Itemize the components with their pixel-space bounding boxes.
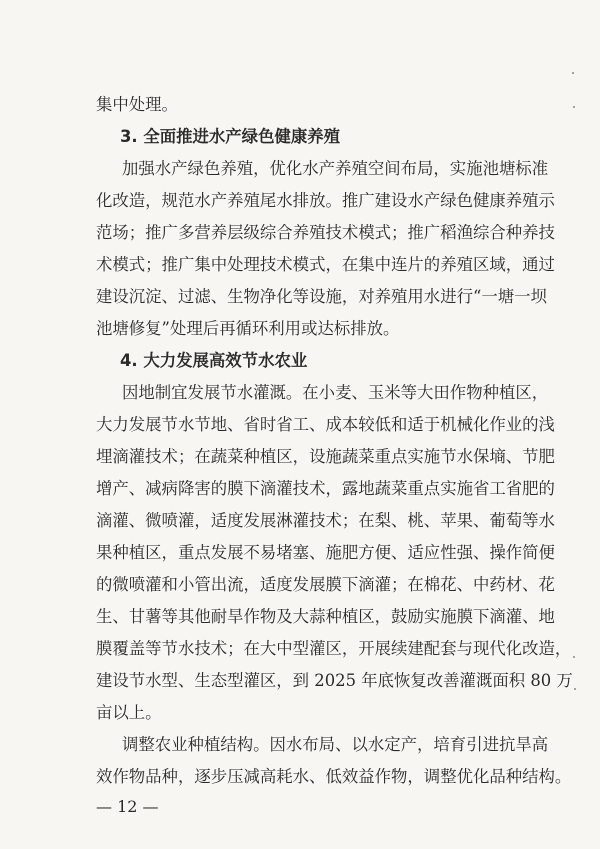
paragraph-line: 集中处理。 <box>96 95 178 114</box>
scan-speck <box>573 106 575 108</box>
paragraph-line: 范场；推广多营养层级综合养殖技术模式；推广稻渔综合种养技 <box>96 223 555 242</box>
section-heading-3: 3. 全面推进水产绿色健康养殖 <box>120 127 341 146</box>
paragraph-line: 效作物品种，逐步压减高耗水、低效益作物，调整优化品种结构。 <box>96 767 572 786</box>
scan-speck <box>573 656 575 658</box>
paragraph-line: 果种植区，重点发展不易堵塞、施肥方便、适应性强、操作简便 <box>96 543 555 562</box>
paragraph-line: 的微喷灌和小管出流，适度发展膜下滴灌；在棉花、中药材、花 <box>96 575 555 594</box>
scan-speck <box>574 688 576 690</box>
scan-speck <box>572 72 574 74</box>
paragraph-line: 亩以上。 <box>96 703 162 722</box>
paragraph-line: 生、甘薯等其他耐旱作物及大蒜种植区，鼓励实施膜下滴灌、地 <box>96 607 555 626</box>
paragraph-line: 化改造，规范水产养殖尾水排放。推广建设水产绿色健康养殖示 <box>96 191 555 210</box>
paragraph-line: 池塘修复”处理后再循环利用或达标排放。 <box>96 319 400 338</box>
paragraph-line: 术模式；推广集中处理技术模式，在集中连片的养殖区域，通过 <box>96 255 555 274</box>
section-heading-4: 4. 大力发展高效节水农业 <box>120 351 308 370</box>
paragraph-line: 膜覆盖等节水技术；在大中型灌区，开展续建配套与现代化改造， <box>96 639 572 658</box>
paragraph-line: 建设沉淀、过滤、生物净化等设施，对养殖用水进行“一塘一坝 <box>96 287 547 306</box>
paragraph-line: 加强水产绿色养殖，优化水产养殖空间布局，实施池塘标准 <box>122 159 549 178</box>
paragraph-line: 因地制宜发展节水灌溉。在小麦、玉米等大田作物种植区， <box>122 383 549 402</box>
paragraph-line: 大力发展节水节地、省时省工、成本较低和适于机械化作业的浅 <box>96 415 555 434</box>
page-number: — 12 — <box>96 797 159 816</box>
paragraph-line: 增产、减病降害的膜下滴灌技术，露地蔬菜重点实施省工省肥的 <box>96 479 555 498</box>
paragraph-line: 滴灌、微喷灌，适度发展淋灌技术；在梨、桃、苹果、葡萄等水 <box>96 511 555 530</box>
paragraph-line: 调整农业种植结构。因水布局、以水定产，培育引进抗旱高 <box>122 735 549 754</box>
paragraph-line: 埋滴灌技术；在蔬菜种植区，设施蔬菜重点实施节水保墒、节肥 <box>96 447 555 466</box>
paragraph-line: 建设节水型、生态型灌区，到 2025 年底恢复改善灌溉面积 80 万 <box>96 671 573 690</box>
